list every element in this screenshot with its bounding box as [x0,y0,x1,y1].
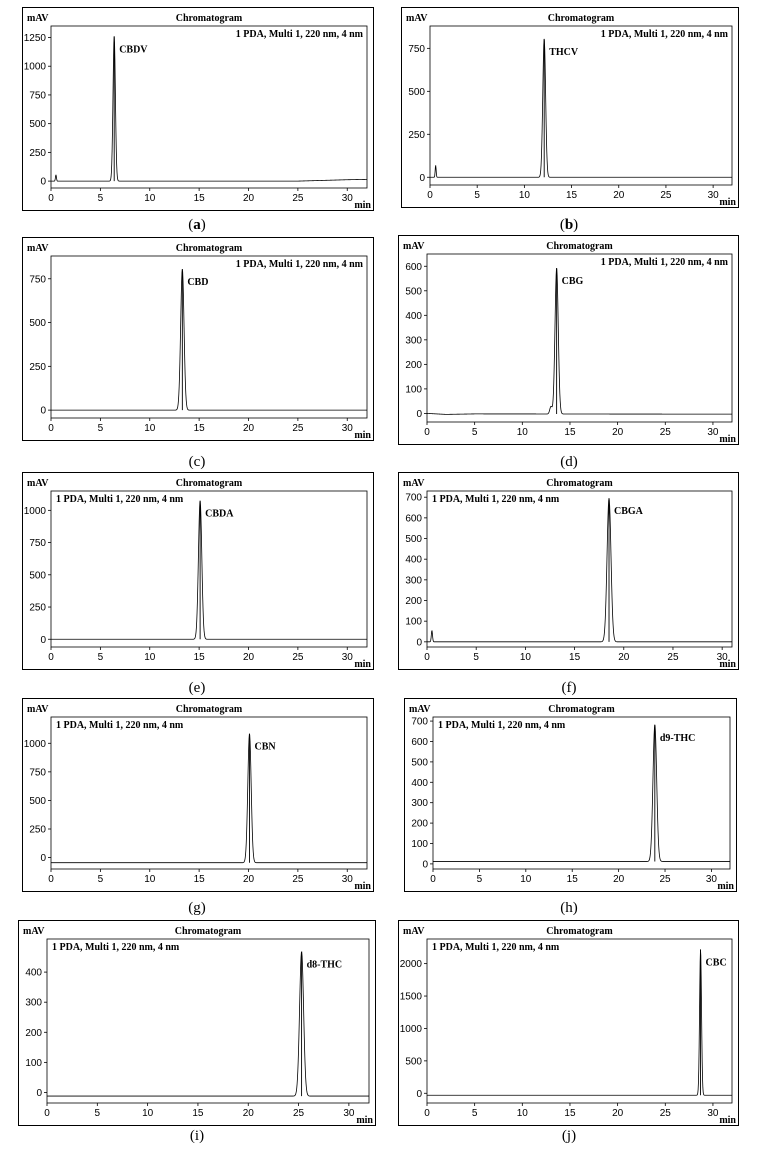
y-axis-label: mAV [403,926,425,937]
x-tick-label: 20 [242,1108,254,1119]
y-axis-label: mAV [403,241,425,252]
signal-trace [433,725,730,862]
x-tick-label: 30 [705,874,717,885]
peak-label: THCV [549,46,579,58]
chart-svg-h [405,699,738,893]
x-tick-label: 10 [144,193,156,204]
x-tick-label: 30 [707,427,719,438]
x-axis-label: min [354,430,371,441]
y-tick-label: 500 [29,795,46,807]
x-axis-label: min [719,197,736,208]
x-tick-label: 15 [193,423,205,434]
y-tick-label: 200 [411,818,428,830]
x-tick-label: 10 [520,874,532,885]
chart-title: Chromatogram [547,13,615,24]
x-tick-label: 30 [341,652,353,663]
x-tick-label: 5 [476,874,483,885]
x-tick-label: 20 [613,874,625,885]
chart-svg-d [399,236,740,446]
y-tick-label: 500 [411,757,428,769]
y-tick-label: 100 [25,1057,42,1069]
y-tick-label: 250 [29,824,46,836]
x-tick-label: 5 [471,1108,478,1119]
panel-caption-e: (e) [188,680,206,696]
detector-label: 1 PDA, Multi 1, 220 nm, 4 nm [56,720,184,731]
y-tick-label: 200 [405,596,422,608]
y-tick-label: 1250 [23,32,46,44]
chromatogram-panel-j [398,920,739,1126]
x-tick-label: 5 [473,652,479,663]
plot-frame [51,26,367,188]
plot-frame [51,256,367,418]
y-tick-label: 300 [411,798,428,810]
x-axis-label: min [356,1115,373,1126]
x-tick-label: 20 [242,193,255,204]
x-tick-label: 25 [292,193,304,204]
x-tick-label: 30 [341,874,353,885]
peak-label: CBDA [205,508,234,520]
x-tick-label: 0 [48,874,54,885]
x-tick-label: 10 [518,190,530,201]
detector-label: 1 PDA, Multi 1, 220 nm, 4 nm [600,29,728,40]
peak-label: CBGA [614,506,643,518]
panel-caption-a: (a) [188,217,206,233]
peak-label: CBD [187,277,209,289]
chart-svg-b [402,8,740,209]
panel-caption-h: (h) [560,900,578,916]
chart-title: Chromatogram [546,926,613,937]
y-tick-label: 200 [405,359,422,371]
y-tick-label: 0 [419,172,425,184]
x-axis-label: min [354,200,371,211]
x-tick-label: 25 [667,652,679,663]
detector-label: 1 PDA, Multi 1, 220 nm, 4 nm [438,720,566,731]
y-tick-label: 300 [405,575,422,587]
panel-caption-g: (g) [188,900,206,916]
signal-trace [51,269,367,410]
y-tick-label: 1000 [399,1023,422,1035]
x-tick-label: 20 [618,652,630,663]
y-tick-label: 750 [29,767,46,779]
x-tick-label: 5 [97,874,104,885]
detector-label: 1 PDA, Multi 1, 220 nm, 4 nm [432,942,560,953]
peak-label: d8-THC [306,959,343,971]
signal-trace [51,36,367,181]
plot-frame [427,939,732,1103]
x-tick-label: 0 [424,652,430,663]
y-tick-label: 750 [29,538,46,550]
signal-trace [430,39,732,177]
y-tick-label: 2000 [399,959,422,971]
y-tick-label: 600 [405,261,422,273]
y-tick-label: 0 [416,637,422,649]
detector-label: 1 PDA, Multi 1, 220 nm, 4 nm [432,494,560,505]
chromatogram-panel-e [22,472,374,670]
x-tick-label: 15 [566,874,578,885]
y-tick-label: 750 [29,274,46,286]
x-tick-label: 25 [293,1108,305,1119]
y-tick-label: 1500 [399,991,422,1003]
x-tick-label: 25 [659,427,671,438]
chart-title: Chromatogram [174,926,242,937]
signal-trace [51,734,367,863]
x-tick-label: 30 [341,423,353,434]
chart-svg-j [399,921,740,1127]
peak-label: CBG [561,276,584,288]
x-tick-label: 0 [48,423,54,434]
y-tick-label: 100 [411,838,428,850]
chart-svg-e [23,473,375,671]
y-tick-label: 0 [422,859,428,871]
y-tick-label: 500 [29,570,46,582]
x-tick-label: 15 [566,190,578,201]
x-tick-label: 5 [471,427,478,438]
x-axis-label: min [719,434,736,445]
x-axis-label: min [717,881,734,892]
chart-svg-g [23,699,375,893]
x-tick-label: 10 [516,1108,528,1119]
y-tick-label: 200 [25,1027,42,1039]
y-tick-label: 500 [405,1056,422,1068]
y-tick-label: 1000 [23,738,46,750]
x-tick-label: 5 [94,1108,101,1119]
y-tick-label: 300 [25,997,42,1009]
detector-label: 1 PDA, Multi 1, 220 nm, 4 nm [600,257,728,268]
x-axis-label: min [719,659,736,670]
chromatogram-panel-h [404,698,737,892]
y-tick-label: 0 [40,405,46,417]
y-tick-label: 750 [29,90,46,102]
x-tick-label: 30 [341,193,353,204]
x-tick-label: 10 [142,1108,154,1119]
x-tick-label: 20 [242,652,255,663]
x-tick-label: 15 [564,427,576,438]
panel-caption-c: (c) [188,454,206,470]
y-tick-label: 700 [405,492,422,504]
x-tick-label: 30 [707,1108,719,1119]
y-tick-label: 250 [408,129,425,141]
peak-label: CBC [705,957,727,969]
signal-trace [427,269,732,415]
chromatogram-panel-b [401,7,739,208]
y-axis-label: mAV [27,13,49,24]
panel-caption-f: (f) [561,680,577,696]
y-tick-label: 0 [40,634,46,646]
x-tick-label: 0 [430,874,436,885]
x-tick-label: 0 [424,427,430,438]
y-tick-label: 0 [40,853,46,865]
plot-frame [430,26,732,185]
chromatogram-panel-i [18,920,376,1126]
detector-label: 1 PDA, Multi 1, 220 nm, 4 nm [235,259,363,270]
y-tick-label: 500 [29,318,46,330]
plot-frame [51,717,367,869]
x-tick-label: 20 [242,874,255,885]
x-axis-label: min [719,1115,736,1126]
x-tick-label: 0 [44,1108,50,1119]
y-axis-label: mAV [403,478,425,489]
y-axis-label: mAV [27,243,49,254]
detector-label: 1 PDA, Multi 1, 220 nm, 4 nm [56,494,184,505]
detector-label: 1 PDA, Multi 1, 220 nm, 4 nm [235,29,363,40]
y-tick-label: 1000 [23,61,46,73]
panel-caption-b: (b) [559,217,579,233]
x-tick-label: 10 [516,427,528,438]
chromatogram-panel-f [398,472,739,670]
signal-trace [51,501,367,639]
chromatogram-panel-g [22,698,374,892]
peak-label: d9-THC [659,732,696,744]
x-tick-label: 0 [48,652,54,663]
x-tick-label: 10 [144,652,156,663]
x-tick-label: 0 [427,190,433,201]
y-tick-label: 0 [36,1087,42,1099]
x-tick-label: 20 [612,1108,624,1119]
x-axis-label: min [354,881,371,892]
x-tick-label: 10 [144,874,156,885]
y-tick-label: 500 [408,86,425,98]
chart-title: Chromatogram [546,241,613,252]
y-tick-label: 300 [405,335,422,347]
signal-trace [427,950,732,1096]
y-tick-label: 250 [29,602,46,614]
x-tick-label: 15 [193,652,205,663]
x-tick-label: 25 [292,874,304,885]
x-tick-label: 25 [292,652,304,663]
chart-svg-i [19,921,377,1127]
x-tick-label: 30 [343,1108,355,1119]
x-tick-label: 5 [97,423,104,434]
x-tick-label: 10 [519,652,531,663]
x-tick-label: 0 [48,193,54,204]
y-tick-label: 0 [40,176,46,188]
x-tick-label: 25 [292,423,304,434]
chart-title: Chromatogram [175,704,243,715]
x-tick-label: 15 [193,874,205,885]
chart-svg-c [23,238,375,442]
y-axis-label: mAV [409,704,431,715]
chart-title: Chromatogram [175,478,243,489]
x-tick-label: 0 [424,1108,430,1119]
y-axis-label: mAV [27,704,49,715]
chart-svg-a [23,8,375,212]
x-tick-label: 30 [707,190,719,201]
y-tick-label: 700 [411,716,428,728]
y-tick-label: 0 [416,408,422,420]
y-tick-label: 400 [25,967,42,979]
peak-label: CBDV [119,44,148,56]
y-tick-label: 250 [29,147,46,159]
x-tick-label: 20 [242,423,255,434]
x-tick-label: 20 [613,190,625,201]
y-tick-label: 1000 [23,505,46,517]
x-tick-label: 20 [612,427,624,438]
detector-label: 1 PDA, Multi 1, 220 nm, 4 nm [52,942,180,953]
y-tick-label: 500 [29,119,46,131]
x-tick-label: 10 [144,423,156,434]
x-tick-label: 25 [660,190,672,201]
y-tick-label: 400 [405,310,422,322]
panel-caption-i: (i) [189,1128,205,1144]
panel-caption-j: (j) [561,1128,577,1144]
plot-frame [427,491,732,647]
y-tick-label: 0 [416,1088,422,1100]
chart-title: Chromatogram [546,478,613,489]
x-tick-label: 30 [716,652,728,663]
y-tick-label: 600 [411,736,428,748]
x-tick-label: 15 [192,1108,204,1119]
signal-trace [427,498,732,642]
y-tick-label: 100 [405,616,422,628]
x-tick-label: 25 [659,1108,671,1119]
y-tick-label: 600 [405,513,422,525]
x-tick-label: 15 [564,1108,576,1119]
chart-svg-f [399,473,740,671]
chromatogram-panel-d [398,235,739,445]
y-tick-label: 400 [411,777,428,789]
x-tick-label: 15 [569,652,581,663]
peak-label: CBN [254,741,276,753]
signal-trace [47,952,369,1096]
y-tick-label: 500 [405,286,422,298]
y-tick-label: 100 [405,384,422,396]
x-tick-label: 5 [97,652,104,663]
y-tick-label: 750 [408,43,425,55]
y-tick-label: 400 [405,554,422,566]
y-tick-label: 500 [405,534,422,546]
y-axis-label: mAV [23,926,45,937]
panel-caption-d: (d) [560,454,578,470]
y-tick-label: 250 [29,361,46,373]
y-axis-label: mAV [406,13,428,24]
chart-title: Chromatogram [175,243,243,254]
chart-title: Chromatogram [548,704,615,715]
chart-title: Chromatogram [175,13,243,24]
x-tick-label: 5 [474,190,480,201]
x-tick-label: 5 [97,193,104,204]
chromatogram-panel-a [22,7,374,211]
chromatogram-panel-c [22,237,374,441]
x-axis-label: min [354,659,371,670]
x-tick-label: 25 [659,874,671,885]
x-tick-label: 15 [193,193,205,204]
y-axis-label: mAV [27,478,49,489]
